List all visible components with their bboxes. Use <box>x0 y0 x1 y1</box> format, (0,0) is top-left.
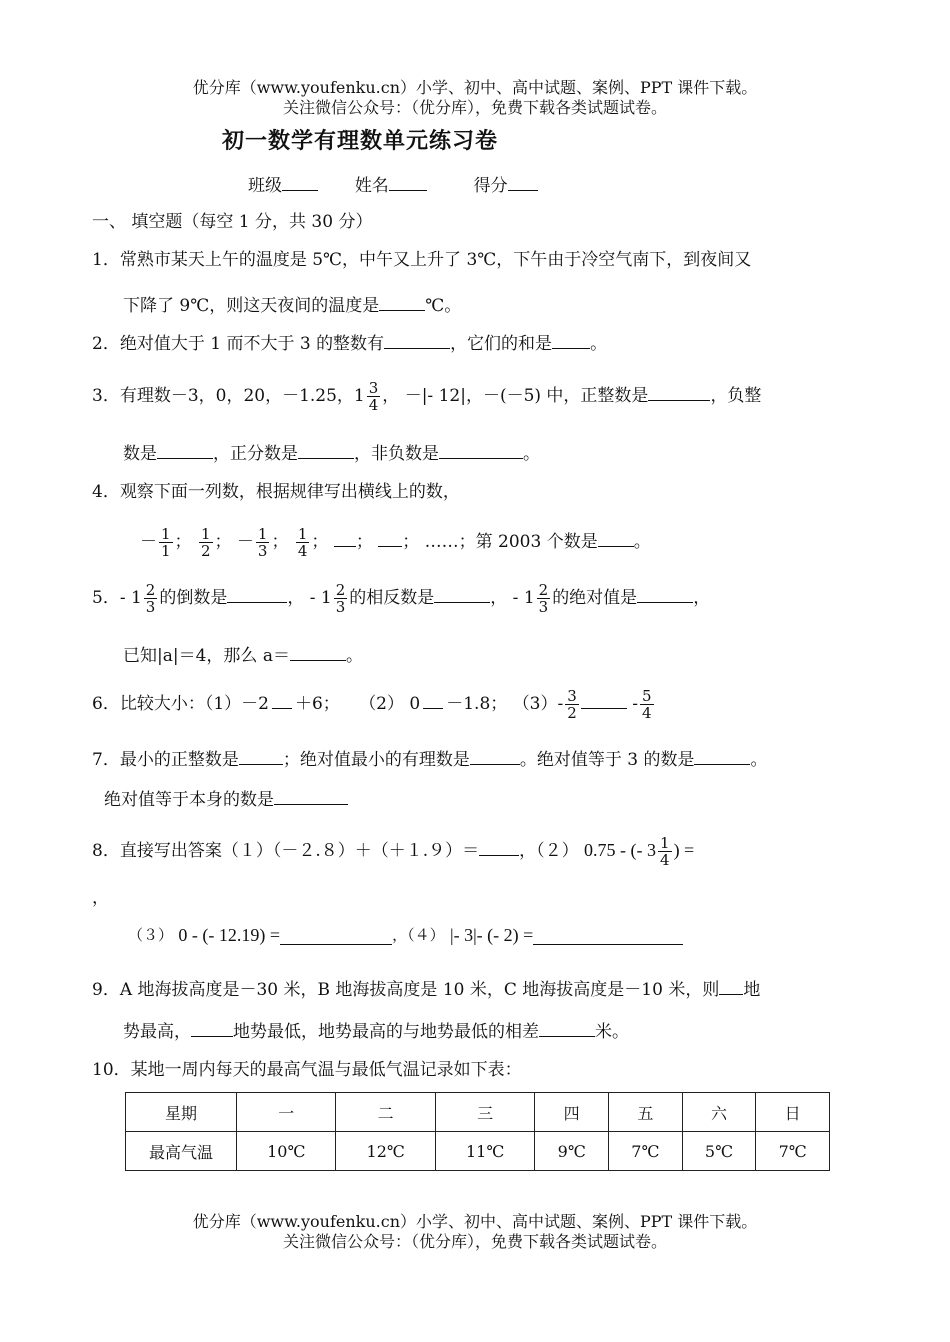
q5-number: 5． <box>92 588 120 608</box>
section-heading: 一、 填空题（每空 1 分，共 30 分） <box>92 212 373 232</box>
q6-line <box>92 684 656 724</box>
q3-text: 3．有理数－3，0，20，－1.25，1 <box>92 386 365 406</box>
q4-sep-6: ； <box>402 532 420 552</box>
q5-comma-1: ， <box>287 588 305 608</box>
q4-line-2 <box>140 522 651 562</box>
q5-blank-1 <box>227 584 287 603</box>
table-cell: 7℃ <box>609 1132 683 1171</box>
q9-text-2: 地 <box>743 980 761 1000</box>
q8-line-1 <box>92 830 694 871</box>
q3-fraction: $\frac{3}{4}$ <box>368 379 379 414</box>
q6-text-2: ＋6； <box>294 694 340 714</box>
info-row <box>248 172 538 198</box>
q9-line-1 <box>92 976 760 1002</box>
q6-text-4: －1.8； <box>446 694 508 714</box>
q4-blank-3 <box>598 528 634 547</box>
q4-fraction-3: $\frac{1}{3}$ <box>257 525 268 560</box>
q4-line-1: 4．观察下面一列数，根据规律写出横线上的数， <box>92 482 460 502</box>
footer-line-1: 优分库（www.youfenku.cn）小学、初中、高中试题、案例、PPT 课件下载。 <box>192 1212 758 1231</box>
q8-label-4: ，（４） <box>392 926 445 944</box>
table-header-cell: 日 <box>756 1093 830 1132</box>
q3-text-3: ，负整 <box>710 386 762 406</box>
table-header-cell: 六 <box>682 1093 756 1132</box>
q3-text-4: 数是 <box>123 444 157 464</box>
q4-blank-2 <box>378 528 402 547</box>
q4-sep-1: ； <box>174 532 192 552</box>
q5-text-2: 的相反数是 <box>349 588 435 608</box>
q4-fraction-1: $\frac{1}{1}$ <box>161 525 171 560</box>
q8-label-3: （３） <box>128 926 174 944</box>
q5-blank-2 <box>434 584 490 603</box>
table-cell: 7℃ <box>756 1132 830 1171</box>
table-cell: 12℃ <box>336 1132 435 1171</box>
q1-text: 下降了 9℃，则这天夜间的温度是 <box>123 296 380 316</box>
q7-text-2: ；绝对值最小的有理数是 <box>282 750 470 770</box>
q5-line-1 <box>92 578 710 618</box>
q1-unit: ℃。 <box>425 296 462 316</box>
q5-end: 。 <box>345 646 363 666</box>
q4-sep-5: ； <box>355 532 373 552</box>
table-header-cell: 二 <box>336 1093 435 1132</box>
q2-end: 。 <box>590 334 608 354</box>
q2-text-2: ，它们的和是 <box>450 334 553 354</box>
q5-neg-1: - 1 <box>119 588 142 608</box>
q9-text-3: 势最高， <box>123 1022 191 1042</box>
q6-text-3: （2） 0 <box>359 694 421 714</box>
table-cell: 5℃ <box>682 1132 756 1171</box>
q8-fraction: $\frac{1}{4}$ <box>660 834 670 869</box>
q7-blank-4 <box>274 786 348 805</box>
q4-sep-4: ； <box>311 532 329 552</box>
q4-neg-1: － <box>140 532 157 552</box>
table-header-row <box>126 1093 830 1132</box>
q9-blank-2 <box>191 1018 233 1037</box>
q3-text-5: ，正分数是 <box>213 444 298 464</box>
q5-text-3: 的绝对值是 <box>552 588 638 608</box>
table-cell: 最高气温 <box>126 1132 237 1171</box>
class-label: 班级 <box>248 176 282 196</box>
table-header-cell: 三 <box>435 1093 534 1132</box>
q5-fraction-2: $\frac{2}{3}$ <box>335 581 346 616</box>
q4-sep-3: ； <box>271 532 289 552</box>
q7-line-1 <box>92 746 767 772</box>
score-label: 得分 <box>473 176 508 196</box>
q7-text-1: 7．最小的正整数是 <box>92 750 239 770</box>
score-blank <box>508 172 538 191</box>
q9-text-1: 9．A 地海拔高度是－30 米，B 地海拔高度是 10 米，C 地海拔高度是－10 米，则 <box>92 980 720 1000</box>
q2-line <box>92 330 607 356</box>
q2-text: 2．绝对值大于 1 而不大于 3 的整数有 <box>92 334 385 354</box>
q4-blank-1 <box>334 528 356 547</box>
q10-line: 10．某地一周内每天的最高气温与最低气温记录如下表： <box>92 1060 522 1080</box>
q8-text-1: 8．直接写出答案（１）（－２.８）＋（＋１.９）＝ <box>92 841 480 861</box>
q7-line-2 <box>104 786 348 812</box>
q6-text-1: 6．比较大小：（1）－2 <box>92 694 269 714</box>
q7-blank-3 <box>694 746 750 765</box>
q7-text-3: 。绝对值等于 3 的数是 <box>519 750 695 770</box>
q8-expr-2b: ) = <box>673 840 695 860</box>
q5-blank-3 <box>637 584 693 603</box>
q8-blank-1 <box>479 837 519 856</box>
q5-abs-a: |a| <box>157 646 179 666</box>
q8-text-2: ，（２） <box>519 841 579 861</box>
table-header-cell: 五 <box>609 1093 683 1132</box>
q3-blank-2 <box>157 440 213 459</box>
q8-blank-3 <box>280 928 392 945</box>
table-header-cell: 四 <box>535 1093 609 1132</box>
q6-blank-2 <box>423 690 443 709</box>
q7-text-4: 绝对值等于本身的数是 <box>104 790 274 810</box>
q3-blank-1 <box>648 382 710 401</box>
q2-blank-1 <box>384 330 450 349</box>
q4-sep-2: ； <box>214 532 232 552</box>
q8-expr-4: |- 3|- (- 2) = <box>449 925 534 945</box>
header-line-2: 关注微信公众号：（优分库），免费下载各类试题试卷。 <box>282 98 667 117</box>
q5-text-5: ＝4，那么 a＝ <box>178 646 290 666</box>
q7-end: 。 <box>750 750 768 770</box>
q8-expr-3: 0 - (- 12.19) = <box>178 925 281 945</box>
q2-blank-2 <box>552 330 590 349</box>
temperature-table <box>125 1092 830 1171</box>
q4-fraction-2: $\frac{1}{2}$ <box>200 525 211 560</box>
table-header-cell: 一 <box>237 1093 336 1132</box>
q8-line-2 <box>128 918 683 953</box>
header-line-1: 优分库（www.youfenku.cn）小学、初中、高中试题、案例、PPT 课件下载。 <box>192 78 758 97</box>
table-cell: 11℃ <box>435 1132 534 1171</box>
q4-fraction-4: $\frac{1}{4}$ <box>297 525 308 560</box>
class-blank <box>282 172 318 191</box>
q3-blank-3 <box>298 440 354 459</box>
name-blank <box>389 172 427 191</box>
q4-end: 。 <box>633 532 651 552</box>
q8-blank-4 <box>533 928 683 945</box>
q5-comma-2: ， <box>490 588 508 608</box>
q5-neg-2: - 1 <box>309 588 332 608</box>
name-label: 姓名 <box>354 176 389 196</box>
q3-comma: ， <box>382 386 400 406</box>
q8-comma: ， <box>92 888 109 908</box>
q1-line-1: 1．常熟市某天上午的温度是 5℃，中午又上升了 3℃，下午由于冷空气南下，到夜间又 <box>92 250 752 270</box>
q9-end: 米。 <box>595 1022 629 1042</box>
q5-fraction-3: $\frac{2}{3}$ <box>538 581 549 616</box>
q8-expr-2a: 0.75 - (- 3 <box>584 840 657 860</box>
footer-line-2: 关注微信公众号：（优分库），免费下载各类试题试卷。 <box>282 1232 667 1251</box>
q6-neg-2: - <box>632 694 638 714</box>
q5-comma-3: ， <box>693 588 711 608</box>
q4-neg-3: － <box>236 532 254 552</box>
q5-text-4: 已知 <box>123 646 157 666</box>
q5-line-2 <box>123 642 363 668</box>
q6-neg-1: - <box>557 694 564 714</box>
q9-blank-1 <box>719 976 743 995</box>
q9-blank-3 <box>539 1018 595 1037</box>
q6-text-5: （3） <box>512 694 558 714</box>
q6-fraction-2: $\frac{5}{4}$ <box>641 687 652 722</box>
table-header-cell: 星期 <box>126 1093 237 1132</box>
table-cell: 9℃ <box>535 1132 609 1171</box>
q3-blank-4 <box>439 440 523 459</box>
q1-line-2 <box>123 292 461 318</box>
q9-text-4: 地势最低，地势最高的与地势最低的相差 <box>233 1022 539 1042</box>
q3-text-6: ，非负数是 <box>354 444 439 464</box>
q4-text-2: ……；第 2003 个数是 <box>424 532 598 552</box>
q7-blank-1 <box>239 746 283 765</box>
q3-end: 。 <box>523 444 540 464</box>
q3-text-2: ，－(－5) 中，正整数是 <box>465 386 649 406</box>
q5-fraction-1: $\frac{2}{3}$ <box>145 581 156 616</box>
q7-blank-2 <box>470 746 520 765</box>
q3-abs-expr: －|- 12| <box>404 386 466 406</box>
page-title: 初一数学有理数单元练习卷 <box>222 128 499 154</box>
q6-fraction-1: $\frac{3}{2}$ <box>567 687 577 722</box>
q5-blank-4 <box>290 642 346 661</box>
q1-blank <box>379 292 425 311</box>
q3-line-1 <box>92 380 761 413</box>
q5-text-1: 的倒数是 <box>159 588 228 608</box>
q9-line-2 <box>123 1018 629 1044</box>
table-cell: 10℃ <box>237 1132 336 1171</box>
q5-neg-3: - 1 <box>512 588 535 608</box>
q6-blank-3 <box>581 690 627 709</box>
table-row <box>126 1132 830 1171</box>
q3-line-2 <box>123 440 540 466</box>
q6-blank-1 <box>272 690 292 709</box>
